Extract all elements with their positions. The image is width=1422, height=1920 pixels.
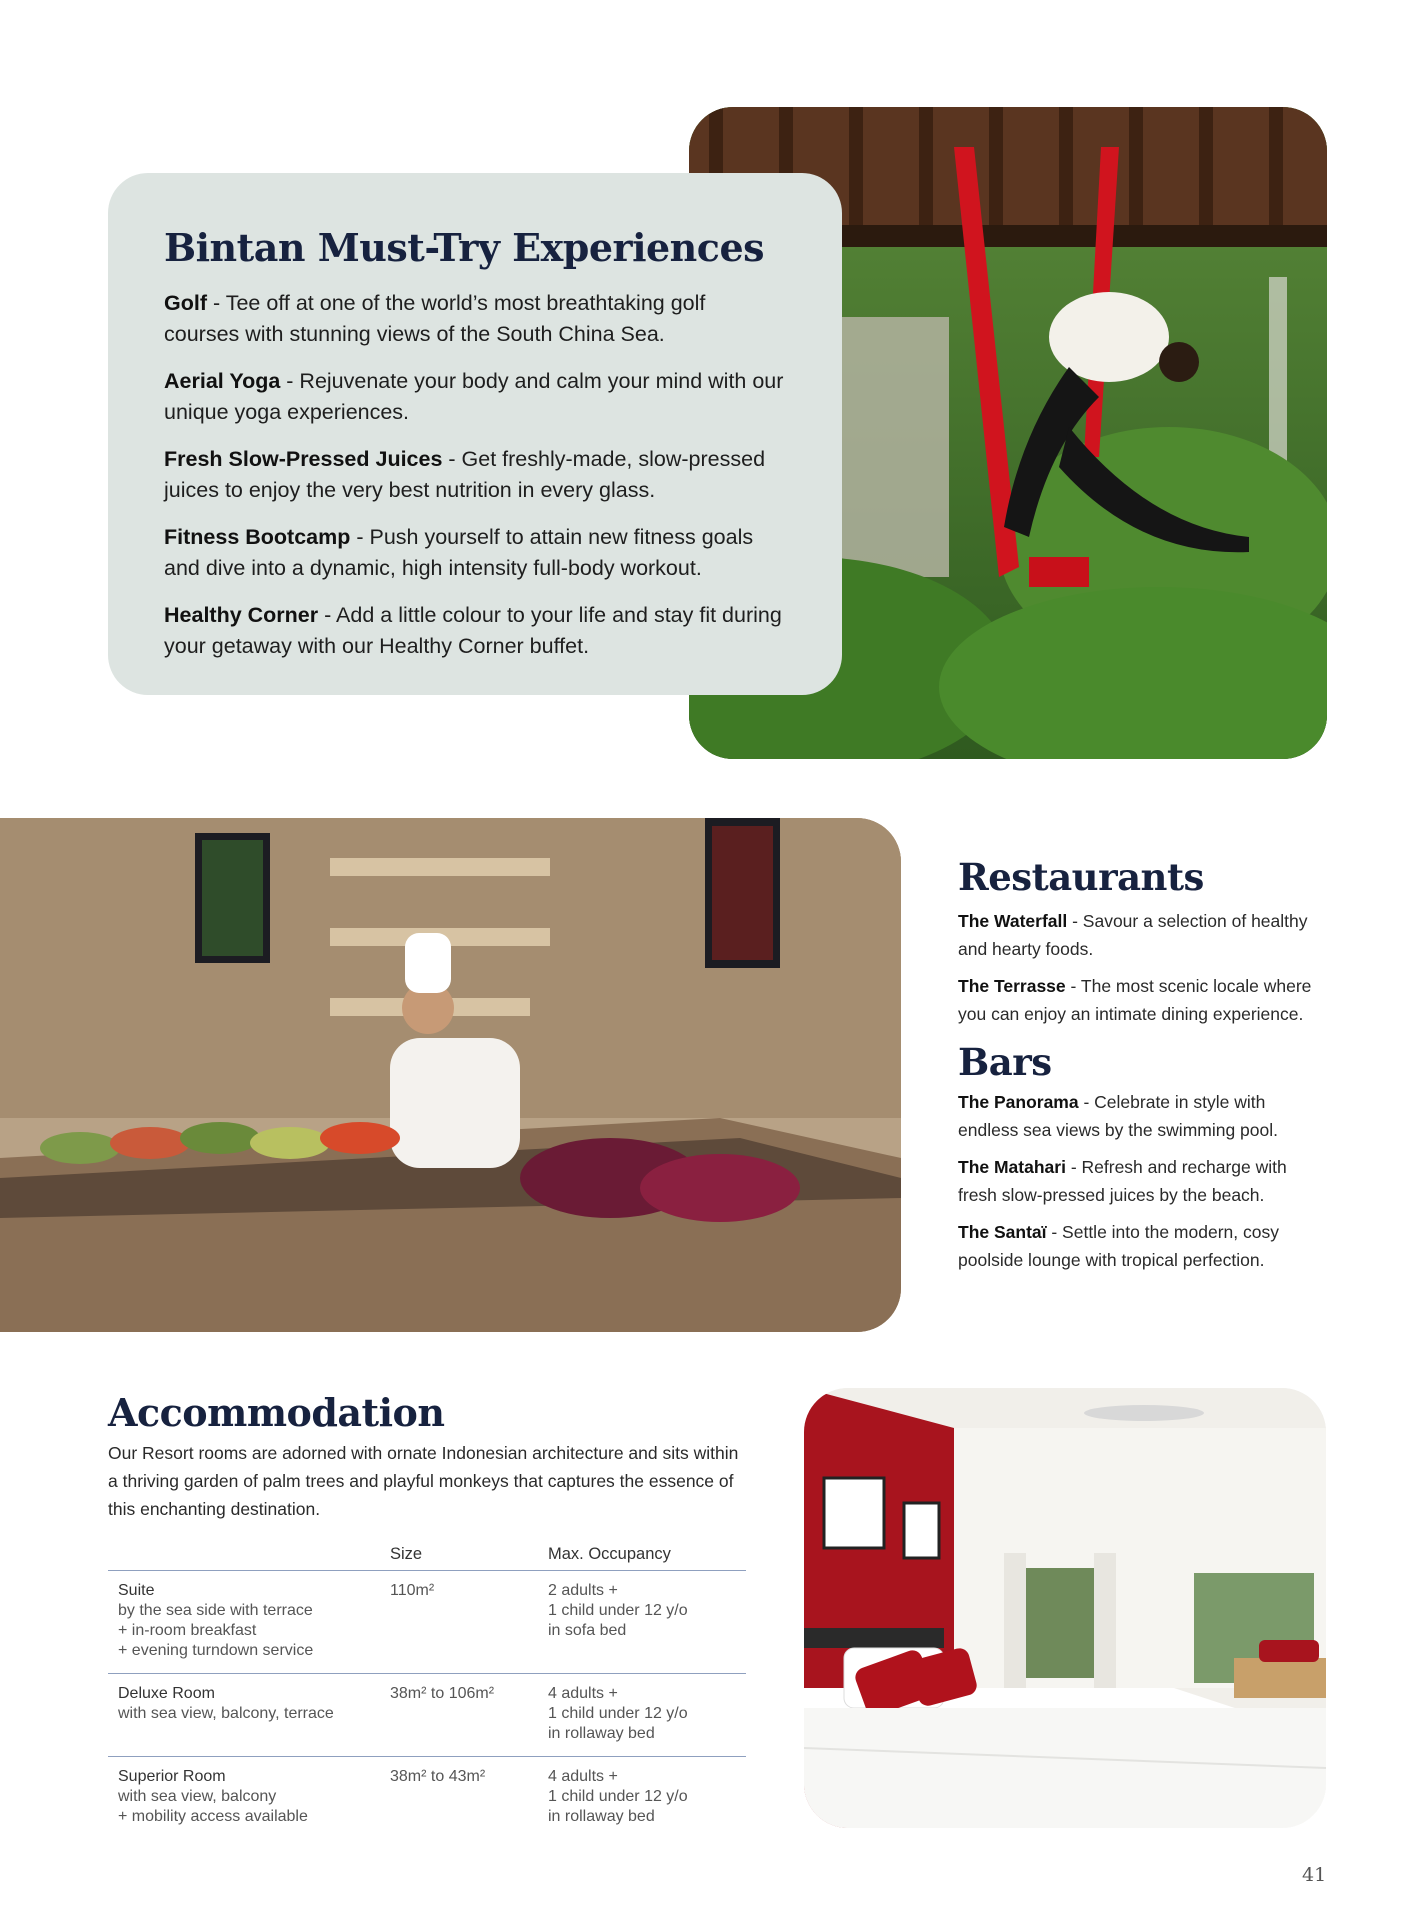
- experience-name: Golf: [164, 291, 207, 315]
- bar-name: The Matahari: [958, 1157, 1066, 1177]
- restaurant-desc: - The most scenic locale where you can enjoy an intimate dining experience.: [958, 976, 1312, 1024]
- restaurant-name: The Waterfall: [958, 911, 1068, 931]
- restaurant-desc: - Savour a selection of healthy and hearty foods.: [958, 911, 1308, 959]
- bar-item: [958, 1088, 1318, 1144]
- buffet-chef-photo: [0, 818, 901, 1332]
- experience-name: Aerial Yoga: [164, 369, 281, 393]
- bar-desc: - Refresh and recharge with fresh slow-pressed juices by the beach.: [958, 1157, 1287, 1205]
- header-room: [108, 1545, 390, 1571]
- table-row: [108, 1571, 746, 1674]
- restaurant-item: [958, 972, 1318, 1028]
- dining-section: [958, 855, 1318, 1283]
- experiences-title: Bintan Must-Try Experiences: [164, 225, 765, 270]
- room-size: 38m² to 43m²: [390, 1768, 486, 1785]
- room-occupancy: in sofa bed: [548, 1622, 627, 1639]
- experience-item: [164, 444, 786, 506]
- room-detail: + evening turndown service: [118, 1642, 314, 1659]
- bar-item: [958, 1153, 1318, 1209]
- room-detail: by the sea side with terrace: [118, 1602, 313, 1619]
- experience-item: [164, 600, 786, 662]
- page-number: 41: [1302, 1864, 1327, 1886]
- restaurant-name: The Terrasse: [958, 976, 1066, 996]
- experience-desc: - Tee off at one of the world’s most breathtaking golf courses with stunning views of the South China Sea.: [164, 291, 706, 346]
- room-occupancy: in rollaway bed: [548, 1808, 655, 1825]
- experience-item: [164, 366, 786, 428]
- accommodation-intro: Our Resort rooms are adorned with ornate Indonesian architecture and sits within a thriving garden of palm trees and playful monkeys that captures the essence of this enchanting destination.: [108, 1443, 739, 1519]
- table-row: [108, 1674, 746, 1757]
- room-detail: with sea view, balcony, terrace: [118, 1705, 334, 1722]
- room-occupancy: 1 child under 12 y/o: [548, 1788, 688, 1805]
- experience-item: [164, 522, 786, 584]
- bar-name: The Panorama: [958, 1092, 1079, 1112]
- rooms-table: [108, 1545, 746, 1839]
- experience-name: Fitness Bootcamp: [164, 525, 351, 549]
- room-occupancy: 4 adults +: [548, 1685, 618, 1702]
- hotel-room-photo: [804, 1388, 1326, 1828]
- accommodation-title: Accommodation: [108, 1390, 445, 1435]
- room-detail: with sea view, balcony: [118, 1788, 277, 1805]
- accommodation-section: [108, 1390, 748, 1839]
- room-size: 38m² to 106m²: [390, 1674, 548, 1757]
- room-occupancy: 2 adults +: [548, 1582, 618, 1599]
- room-size: 110m²: [390, 1571, 548, 1674]
- restaurant-item: [958, 907, 1318, 963]
- bars-title: Bars: [958, 1040, 1052, 1084]
- experiences-card: [108, 173, 842, 695]
- experience-desc: - Rejuvenate your body and calm your mind with our unique yoga experiences.: [164, 369, 784, 424]
- room-detail: + mobility access available: [118, 1808, 308, 1825]
- experience-desc: - Push yourself to attain new fitness goals and dive into a dynamic, high intensity full-body workout.: [164, 525, 754, 580]
- room-name: Suite: [118, 1582, 155, 1599]
- bar-name: The Santaï: [958, 1222, 1047, 1242]
- experience-desc: - Get freshly-made, slow-pressed juices to enjoy the very best nutrition in every glass.: [164, 447, 766, 502]
- bar-desc: - Settle into the modern, cosy poolside lounge with tropical perfection.: [958, 1222, 1279, 1270]
- table-row: [108, 1757, 746, 1840]
- room-occupancy: 1 child under 12 y/o: [548, 1602, 688, 1619]
- header-size: Size: [390, 1545, 548, 1571]
- header-occupancy: Max. Occupancy: [548, 1545, 746, 1571]
- bar-desc: - Celebrate in style with endless sea views by the swimming pool.: [958, 1092, 1279, 1140]
- restaurants-title: Restaurants: [958, 855, 1204, 899]
- bar-item: [958, 1218, 1318, 1274]
- room-name: Superior Room: [118, 1768, 226, 1785]
- room-occupancy: 1 child under 12 y/o: [548, 1705, 688, 1722]
- room-name: Deluxe Room: [118, 1685, 215, 1702]
- experience-name: Healthy Corner: [164, 603, 319, 627]
- experience-name: Fresh Slow-Pressed Juices: [164, 447, 443, 471]
- room-detail: + in-room breakfast: [118, 1622, 257, 1639]
- room-occupancy: in rollaway bed: [548, 1725, 655, 1742]
- experience-item: [164, 288, 786, 350]
- room-occupancy: 4 adults +: [548, 1768, 618, 1785]
- experience-desc: - Add a little colour to your life and stay fit during your getaway with our Healthy Corner buffet.: [164, 603, 782, 658]
